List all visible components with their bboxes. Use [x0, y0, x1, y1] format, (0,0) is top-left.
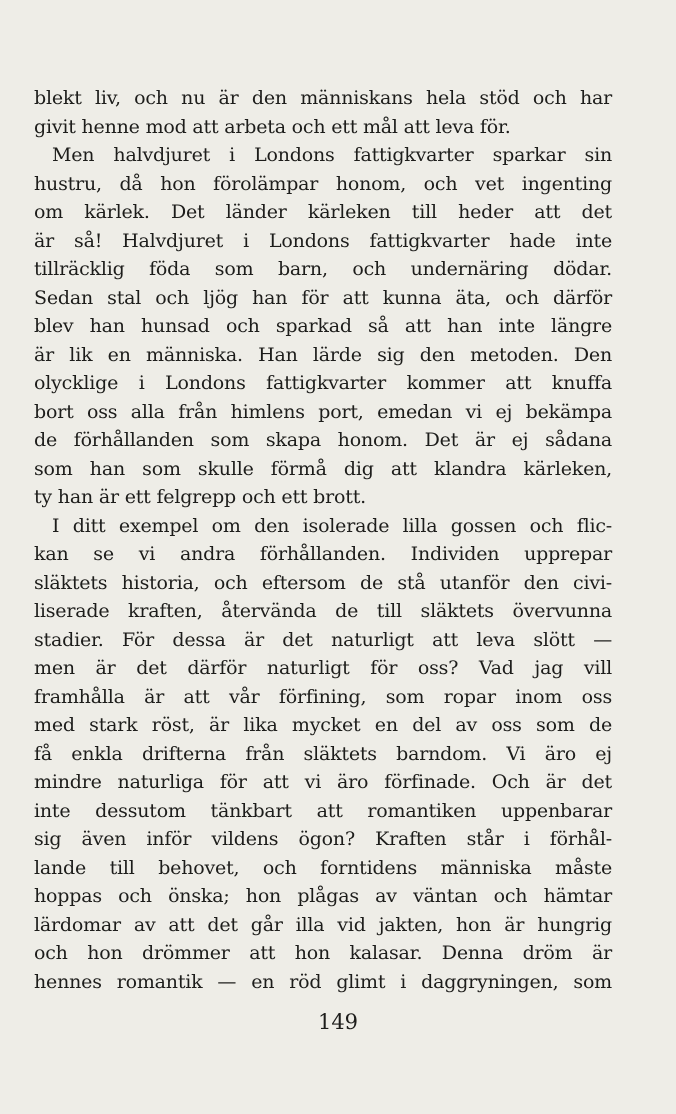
text-line: stadier. För dessa är det naturligt att leva slött — — [34, 628, 612, 651]
text-line: framhålla är att vår förfining, som ropar inom oss — [34, 685, 612, 708]
text-line: om kärlek. Det länder kärleken till heder att det — [34, 201, 612, 223]
text-line: är så! Halvdjuret i Londons fattigkvarter hade inte — [34, 229, 612, 252]
text-line: som han som skulle förmå dig att klandra kärleken, — [34, 457, 612, 480]
text-line: lärdomar av att det går illa vid jakten, hon är hungrig — [34, 913, 612, 936]
text-line: och hon drömmer att hon kalasar. Denna dröm är — [34, 942, 612, 964]
text-line: men är det därför naturligt för oss? Vad jag vill — [34, 657, 612, 679]
text-line: olycklige i Londons fattigkvarter kommer att knuffa — [34, 372, 612, 394]
text-line: Sedan stal och ljög han för att kunna äta, och därför — [34, 286, 612, 309]
text-line: hoppas och önska; hon plågas av väntan och hämtar — [34, 885, 612, 907]
text-line: sig även inför vildens ögon? Kraften står i förhål- — [34, 828, 612, 850]
text-line: tillräcklig föda som barn, och undernäring dödar. — [34, 258, 612, 280]
text-line: få enkla drifterna från släktets barndom. Vi äro ej — [34, 742, 612, 765]
text-line: bort oss alla från himlens port, emedan vi ej bekämpa — [34, 400, 612, 423]
text-line: kan se vi andra förhållanden. Individen upprepar — [34, 543, 612, 565]
text-line: lande till behovet, och forntidens människa måste — [34, 856, 612, 879]
text-line: de förhållanden som skapa honom. Det är ej sådana — [34, 429, 612, 451]
text-line: släktets historia, och eftersom de stå utanför den civi- — [34, 571, 612, 594]
text-line: hustru, då hon förolämpar honom, och vet ingenting — [34, 172, 612, 195]
body-text — [34, 84, 612, 996]
text-line: blev han hunsad och sparkad så att han inte längre — [34, 315, 612, 337]
text-line: I ditt exempel om den isolerade lilla gossen och flic- — [52, 514, 612, 537]
page-number: 149 — [317, 1010, 359, 1034]
text-line: blekt liv, och nu är den människans hela stöd och har — [34, 87, 612, 109]
text-line: inte dessutom tänkbart att romantiken uppenbarar — [34, 799, 612, 822]
text-line: Men halvdjuret i Londons fattigkvarter sparkar sin — [52, 144, 612, 166]
text-line: ty han är ett felgrepp och ett brott. — [34, 486, 366, 508]
text-line: med stark röst, är lika mycket en del av oss som de — [34, 714, 612, 736]
text-line: givit henne mod att arbeta och ett mål att leva för. — [34, 115, 511, 138]
text-line: är lik en människa. Han lärde sig den metoden. Den — [34, 343, 612, 366]
text-line: mindre naturliga för att vi äro förfinade. Och är det — [34, 771, 612, 793]
text-line: liserade kraften, återvända de till släktets övervunna — [34, 600, 612, 622]
text-line: hennes romantik — en röd glimt i daggryningen, som — [34, 970, 612, 993]
